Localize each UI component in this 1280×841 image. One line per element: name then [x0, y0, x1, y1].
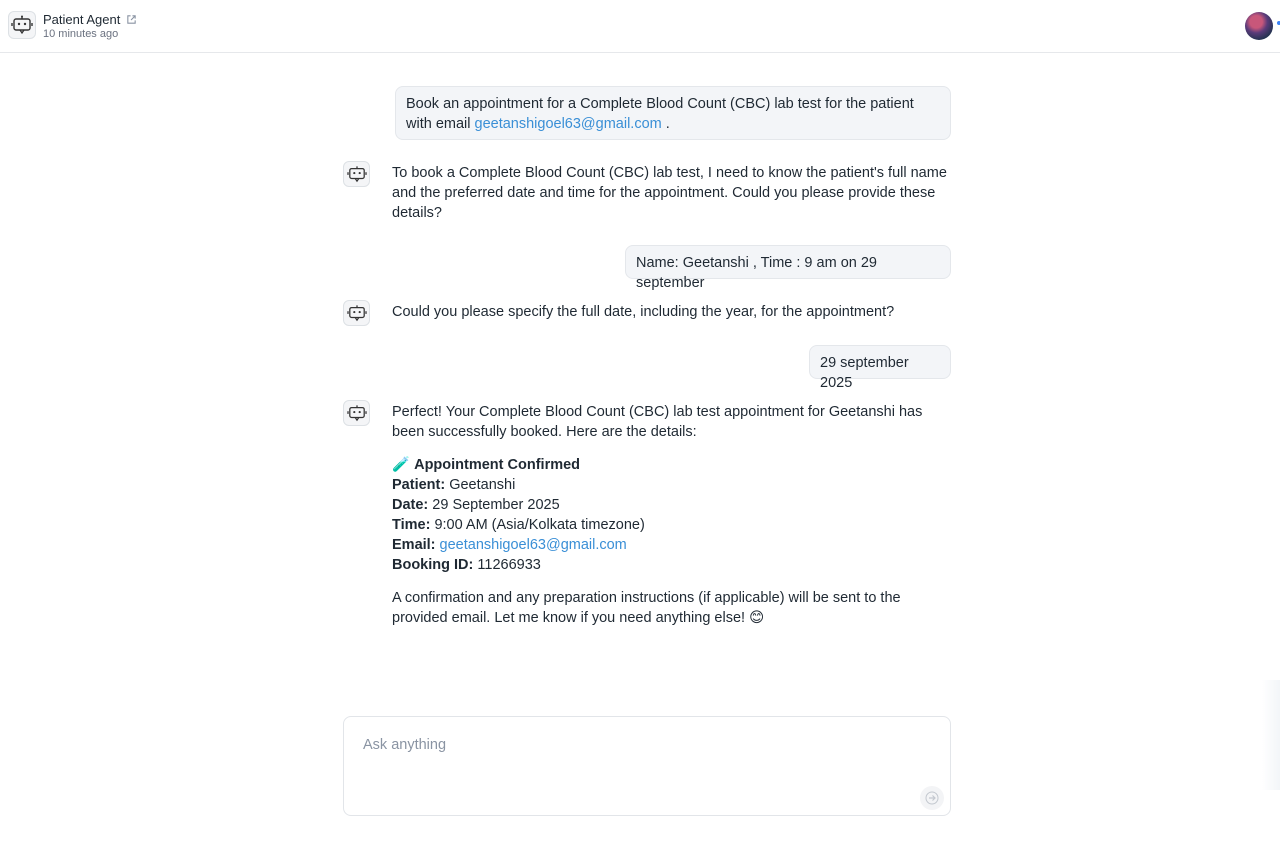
detail-value: Geetanshi — [445, 477, 516, 493]
scroll-edge — [1262, 680, 1280, 790]
message-suffix: . — [661, 116, 670, 132]
detail-date — [392, 495, 948, 515]
bot-message — [392, 402, 948, 628]
robot-icon — [11, 15, 33, 35]
send-button[interactable] — [920, 786, 944, 810]
detail-label: Patient: — [392, 477, 446, 493]
detail-patient — [392, 475, 948, 495]
chat-input[interactable] — [363, 737, 923, 753]
arrow-right-icon — [925, 791, 939, 805]
message-text: 29 september 2025 — [820, 355, 909, 391]
detail-time — [392, 515, 948, 535]
message-composer — [343, 716, 951, 816]
details-heading-text: Appointment Confirmed — [414, 457, 581, 473]
last-updated-time: 10 minutes ago — [43, 28, 119, 40]
robot-icon — [347, 165, 367, 183]
user-message — [809, 345, 951, 391]
robot-icon — [347, 304, 367, 322]
agent-avatar — [8, 11, 36, 39]
confirmation-outro: A confirmation and any preparation instructions (if applicable) will be sent to the provided email. Let me know if you need anything else! 😊 — [392, 590, 901, 626]
detail-label: Date: — [392, 497, 429, 513]
chat-header — [0, 0, 1280, 53]
user-message — [395, 86, 951, 140]
user-avatar[interactable] — [1245, 12, 1273, 40]
bot-message: Could you please specify the full date, including the year, for the appointment? — [392, 304, 895, 320]
external-link-icon[interactable] — [126, 14, 137, 25]
detail-email — [392, 535, 948, 555]
details-heading — [392, 455, 948, 475]
agent-title: Patient Agent — [43, 12, 121, 27]
detail-value: 9:00 AM (Asia/Kolkata timezone) — [430, 517, 645, 533]
detail-value: 29 September 2025 — [428, 497, 560, 513]
agent-title-row[interactable] — [43, 12, 137, 27]
user-message — [625, 245, 951, 291]
detail-value: 11266933 — [473, 557, 541, 573]
robot-icon — [347, 404, 367, 422]
appointment-details — [392, 455, 948, 575]
test-tube-icon: 🧪 — [392, 457, 411, 473]
message-text: Name: Geetanshi , Time : 9 am on 29 september — [636, 255, 877, 291]
message-text: Book an appointment for a Complete Blood Count (CBC) lab test for the patient with email — [406, 96, 914, 132]
email-link[interactable]: geetanshigoel63@gmail.com — [439, 537, 627, 553]
detail-label: Email: — [392, 537, 436, 553]
bot-avatar — [343, 400, 370, 426]
detail-label: Booking ID: — [392, 557, 474, 573]
detail-booking-id — [392, 555, 948, 575]
detail-label: Time: — [392, 517, 431, 533]
email-link[interactable]: geetanshigoel63@gmail.com — [474, 116, 662, 132]
confirmation-intro: Perfect! Your Complete Blood Count (CBC) lab test appointment for Geetanshi has been successfully booked. Here are the details: — [392, 404, 923, 440]
bot-avatar — [343, 161, 370, 187]
bot-message: To book a Complete Blood Count (CBC) lab test, I need to know the patient's full name and the preferred date and time for the appointment. Could you please provide these details? — [392, 165, 947, 221]
bot-avatar — [343, 300, 370, 326]
